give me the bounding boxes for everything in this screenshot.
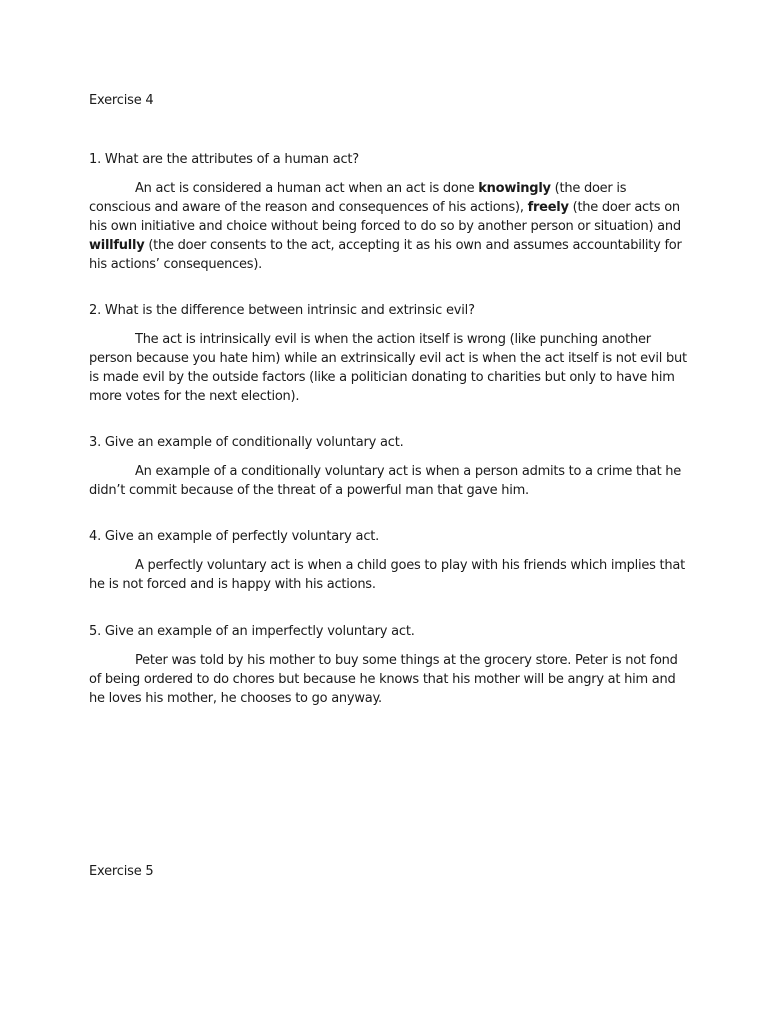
keyword-knowingly: knowingly bbox=[478, 181, 551, 196]
answer-1-line-4 bbox=[89, 236, 682, 255]
exercise-5-title: Exercise 5 bbox=[89, 864, 154, 879]
answer-1-line-3: his own initiative and choice without being forced to do so by another person or situation) and bbox=[89, 219, 681, 234]
answer-1-line-1 bbox=[89, 179, 669, 198]
question-5: 5. Give an example of an imperfectly voluntary act. bbox=[89, 624, 415, 639]
keyword-freely: freely bbox=[527, 200, 569, 215]
answer-1-text-4: (the doer acts on bbox=[568, 200, 680, 215]
answer-1-text-5: (the doer consents to the act, accepting it as his own and assumes accountability for bbox=[144, 238, 682, 253]
answer-4-line-1: A perfectly voluntary act is when a child goes to play with his friends which implies that bbox=[135, 558, 685, 573]
answer-1-line-5: his actions’ consequences). bbox=[89, 257, 263, 272]
answer-5 bbox=[89, 651, 678, 708]
question-3: 3. Give an example of conditionally voluntary act. bbox=[89, 435, 404, 450]
answer-2-line-2: person because you hate him) while an extrinsically evil act is when the act itself is not evil but bbox=[89, 351, 687, 366]
answer-3-line-1: An example of a conditionally voluntary act is when a person admits to a crime that he bbox=[135, 464, 682, 479]
answer-2-line-1: The act is intrinsically evil is when the action itself is wrong (like punching another bbox=[135, 332, 651, 347]
answer-4 bbox=[89, 556, 685, 594]
answer-1-text-3: conscious and aware of the reason and consequences of his actions), bbox=[89, 200, 528, 215]
question-4: 4. Give an example of perfectly voluntary act. bbox=[89, 529, 380, 544]
answer-1-line-2 bbox=[89, 198, 680, 217]
answer-2-line-4: more votes for the next election). bbox=[89, 389, 300, 404]
answer-1-text-1: An act is considered a human act when an act is done bbox=[135, 181, 479, 196]
exercise-4-title: Exercise 4 bbox=[89, 93, 154, 108]
answer-5-line-2: of being ordered to do chores but because he knows that his mother will be angry at him and bbox=[89, 672, 676, 687]
answer-3-line-2: didn’t commit because of the threat of a powerful man that gave him. bbox=[89, 483, 529, 498]
answer-2-line-3: is made evil by the outside factors (like a politician donating to charities but only to have him bbox=[89, 370, 675, 385]
keyword-willfully: willfully bbox=[89, 238, 145, 253]
answer-1-text-2: (the doer is bbox=[550, 181, 627, 196]
answer-5-line-3: he loves his mother, he chooses to go anyway. bbox=[89, 691, 382, 706]
answer-3 bbox=[89, 462, 682, 500]
question-2: 2. What is the difference between intrinsic and extrinsic evil? bbox=[89, 303, 475, 318]
answer-5-line-1: Peter was told by his mother to buy some things at the grocery store. Peter is not fond bbox=[135, 653, 678, 668]
question-1: 1. What are the attributes of a human act? bbox=[89, 152, 360, 167]
answer-4-line-2: he is not forced and is happy with his actions. bbox=[89, 577, 376, 592]
answer-1 bbox=[89, 179, 682, 274]
answer-2 bbox=[89, 330, 687, 406]
